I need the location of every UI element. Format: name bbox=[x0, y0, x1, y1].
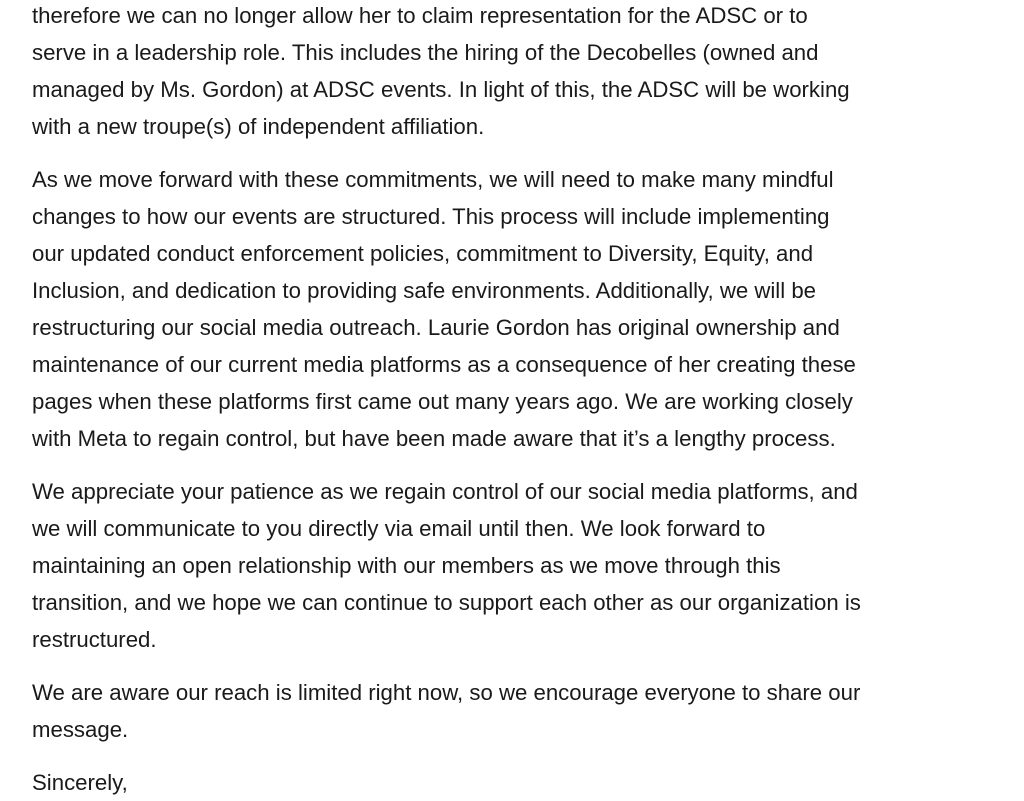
text-line: Inclusion, and dedication to providing safe environments. Additionally, we will be bbox=[32, 278, 817, 303]
text-line: therefore we can no longer allow her to claim representation for the ADSC or to bbox=[32, 3, 808, 28]
text-line: our updated conduct enforcement policies, commitment to Diversity, Equity, and bbox=[32, 241, 814, 266]
paragraph-spacer bbox=[32, 145, 992, 161]
text-line: changes to how our events are structured. This process will include implementing bbox=[32, 204, 830, 229]
text-line: with Meta to regain control, but have been made aware that it’s a lengthy process. bbox=[32, 426, 836, 451]
text-line: As we move forward with these commitments, we will need to make many mindful bbox=[32, 167, 834, 192]
paragraph-patience bbox=[32, 473, 992, 658]
paragraph-signoff bbox=[32, 764, 992, 801]
paragraph-commitments bbox=[32, 161, 992, 457]
text-line: with a new troupe(s) of independent affiliation. bbox=[32, 114, 485, 139]
text-line: serve in a leadership role. This includes the hiring of the Decobelles (owned and bbox=[32, 40, 819, 65]
text-line: We are aware our reach is limited right now, so we encourage everyone to share our bbox=[32, 680, 861, 705]
text-line: restructuring our social media outreach. Laurie Gordon has original ownership and bbox=[32, 315, 840, 340]
paragraph-share bbox=[32, 674, 992, 748]
text-line: transition, and we hope we can continue to support each other as our organization is bbox=[32, 590, 861, 615]
paragraph-leadership bbox=[32, 0, 992, 145]
text-line: pages when these platforms first came out many years ago. We are working closely bbox=[32, 389, 853, 414]
text-line: We appreciate your patience as we regain control of our social media platforms, and bbox=[32, 479, 858, 504]
paragraph-spacer bbox=[32, 457, 992, 473]
signoff-text: Sincerely, bbox=[32, 770, 128, 795]
text-line: maintenance of our current media platforms as a consequence of her creating these bbox=[32, 352, 856, 377]
text-line: message. bbox=[32, 717, 129, 742]
text-line: maintaining an open relationship with our members as we move through this bbox=[32, 553, 781, 578]
paragraph-spacer bbox=[32, 748, 992, 764]
text-line: we will communicate to you directly via email until then. We look forward to bbox=[32, 516, 766, 541]
text-line: restructured. bbox=[32, 627, 157, 652]
paragraph-spacer bbox=[32, 658, 992, 674]
document-body bbox=[32, 0, 992, 801]
text-line: managed by Ms. Gordon) at ADSC events. In light of this, the ADSC will be working bbox=[32, 77, 850, 102]
